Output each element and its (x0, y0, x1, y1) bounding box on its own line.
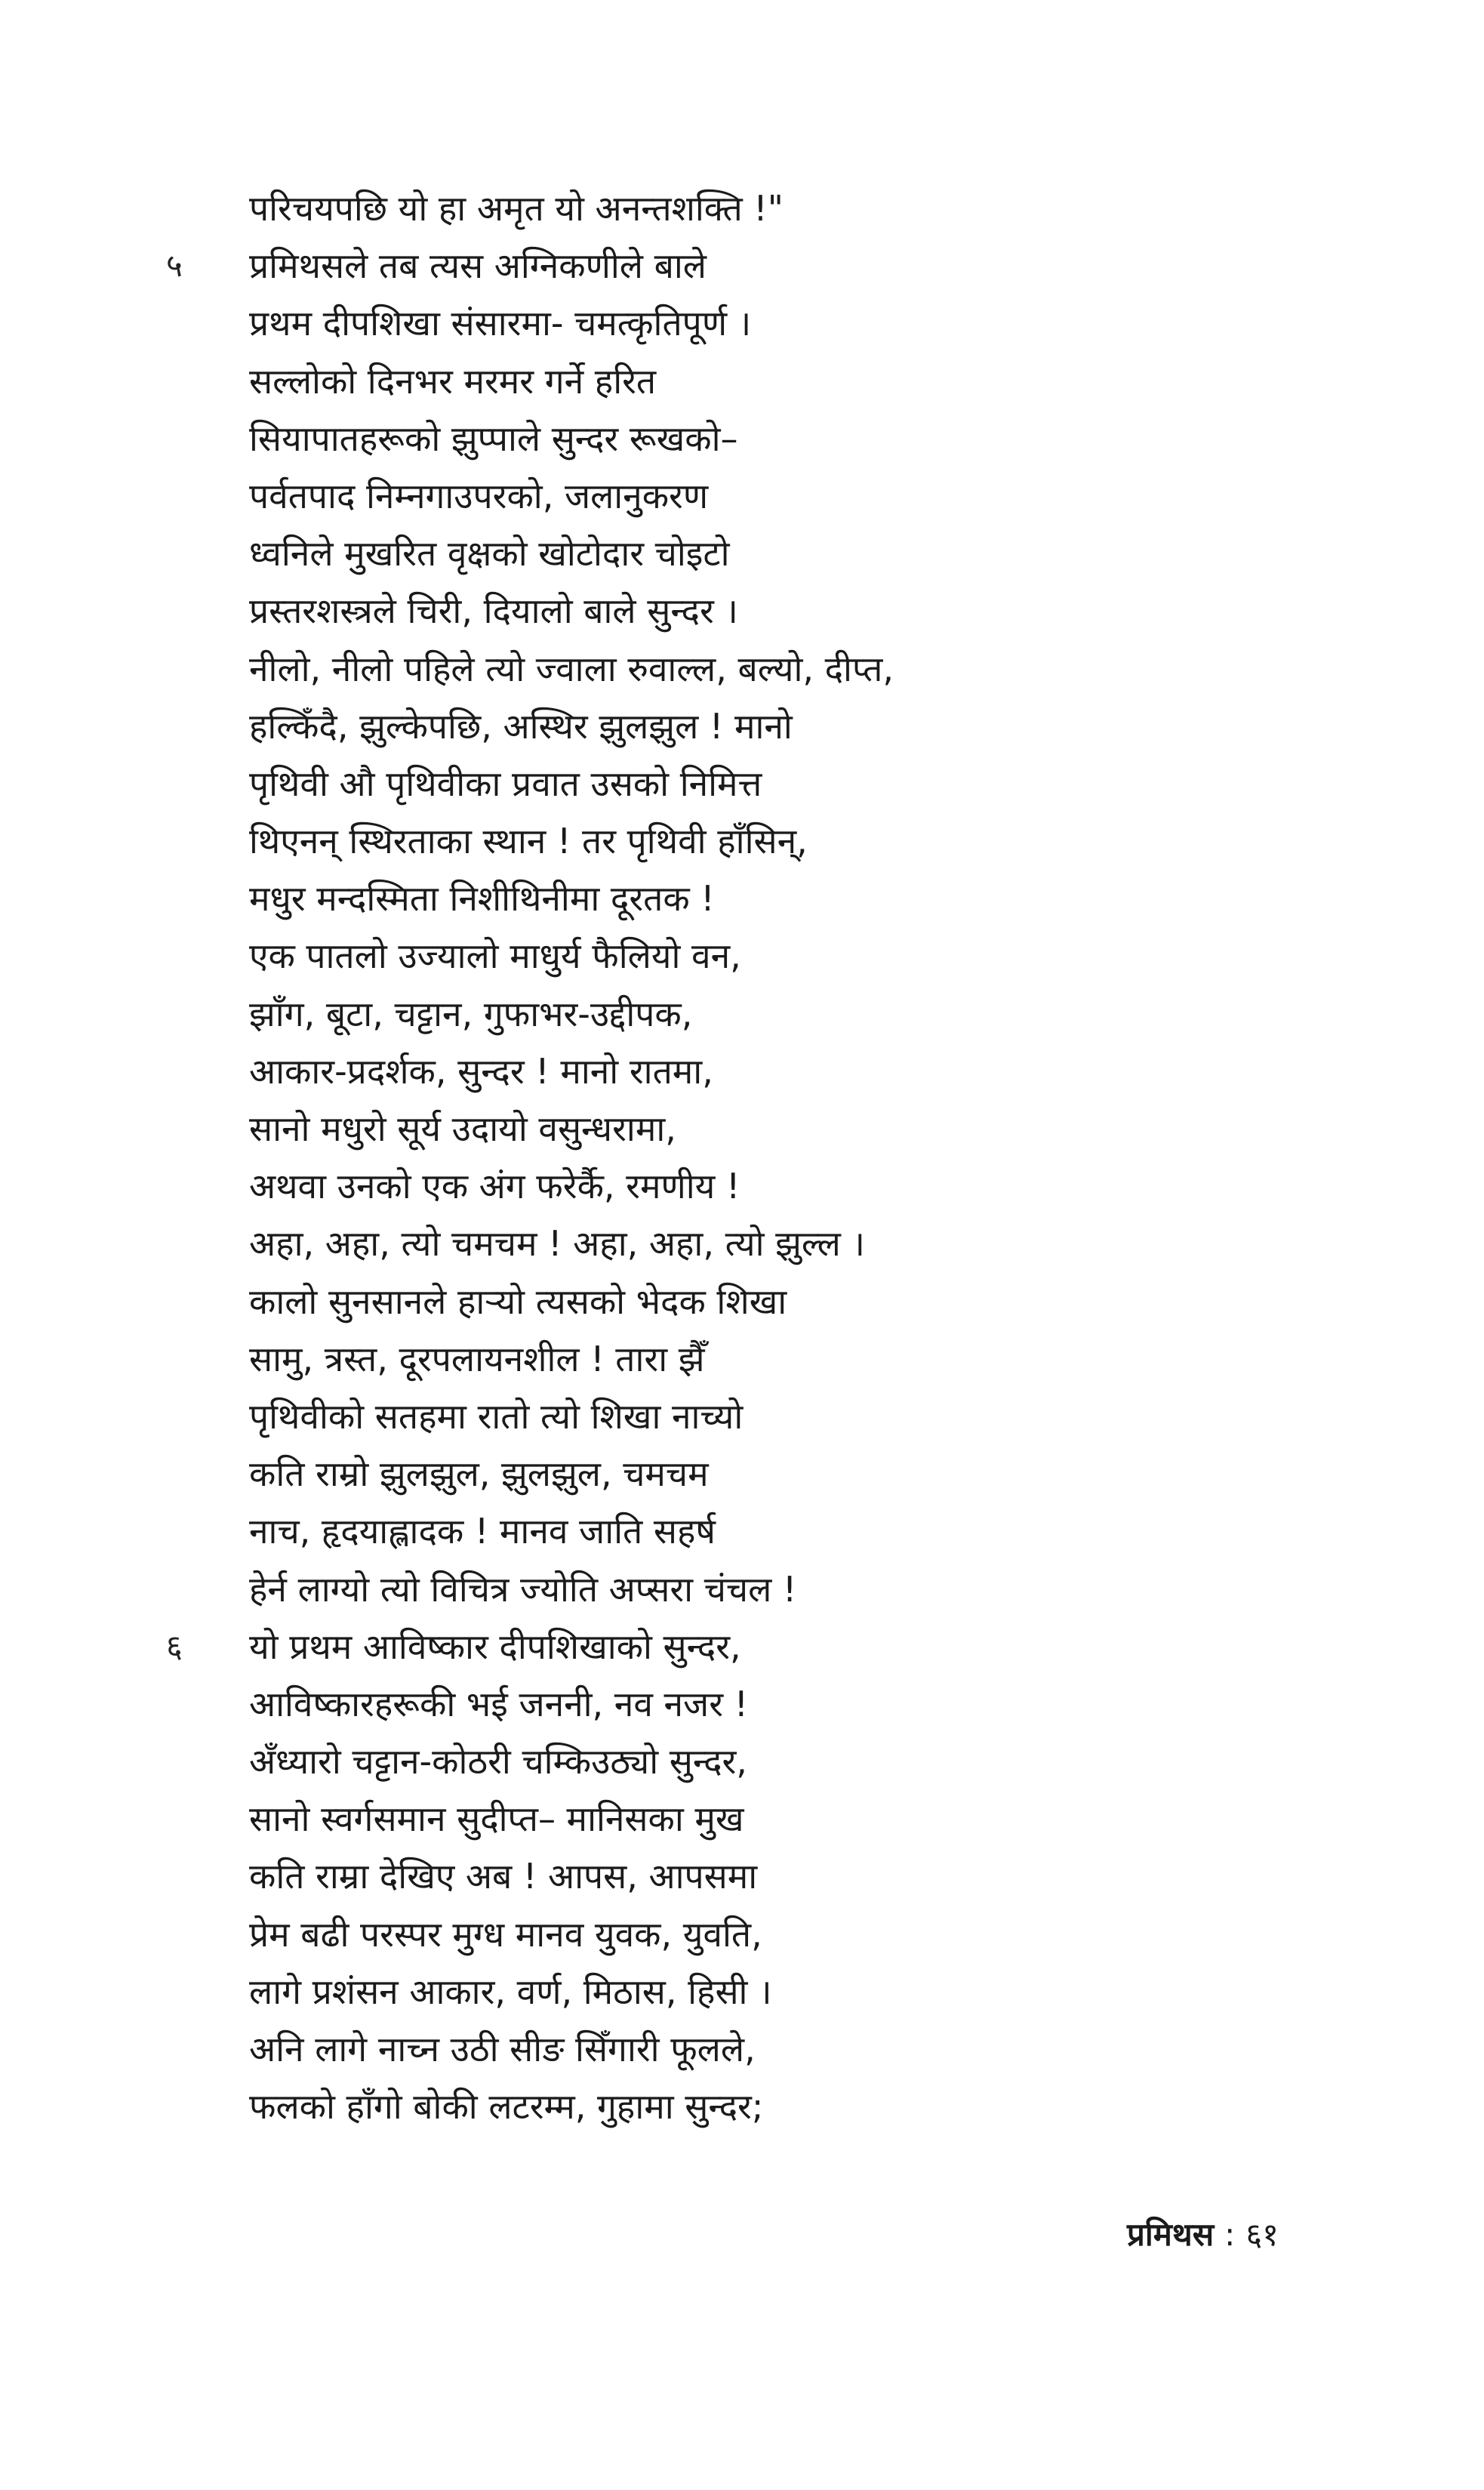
poem-line (249, 2078, 1230, 2135)
poem-line (249, 1906, 1230, 1963)
poem-line-text: प्रस्तरशस्त्रले चिरी, दियालो बाले सुन्दर । (249, 590, 738, 632)
poem-line (249, 294, 1230, 352)
poem-line (249, 525, 1230, 582)
page-footer (1127, 2212, 1279, 2255)
poem-line (249, 870, 1230, 927)
poem-line (249, 1561, 1230, 1618)
poem-line-text: थिएनन् स्थिरताका स्थान ! तर पृथिवी हाँसिन्, (249, 821, 808, 862)
poem-line (249, 1963, 1230, 2020)
poem-line-text: पर्वतपाद निम्नगाउपरको, जलानुकरण (249, 475, 709, 516)
poem-line-text: सियापातहरूको झुप्पाले सुन्दर रूखको– (249, 418, 738, 459)
poem-line (249, 353, 1230, 410)
poem-line-text: हल्किँदै, झुल्केपछि, अस्थिर झुलझुल ! मानो (249, 705, 793, 747)
poem-line-text: अहा, अहा, त्यो चमचम ! अहा, अहा, त्यो झुल्ल । (249, 1223, 865, 1265)
poem-line-text: कति राम्रो झुलझुल, झुलझुल, चमचम (249, 1453, 709, 1495)
poem-line-text: पृथिवीको सतहमा रातो त्यो शिखा नाच्यो (249, 1395, 744, 1437)
poem-line (166, 237, 1230, 294)
poem-line (249, 1330, 1230, 1388)
poem-line-text: नीलो, नीलो पहिले त्यो ज्वाला रुवाल्ल, बल्यो, दीप्त, (249, 648, 894, 689)
poem-line-text: प्रेम बढी परस्पर मुग्ध मानव युवक, युवति, (249, 1913, 762, 1955)
poem-line-text: फलको हाँगो बोकी लटरम्म, गुहामा सुन्दर; (249, 2086, 764, 2128)
poem-line (249, 927, 1230, 985)
footer-title: प्रमिथस (1127, 2216, 1215, 2253)
poem-line (249, 1445, 1230, 1502)
poem-line (249, 2020, 1230, 2078)
poem-line (249, 1215, 1230, 1272)
poem-line (249, 1100, 1230, 1157)
poem-line-text: कति राम्रा देखिए अब ! आपस, आपसमा (249, 1856, 758, 1897)
poem-line (249, 1273, 1230, 1330)
poem-line-text: प्रमिथसले तब त्यस अग्निकणीले बाले (249, 245, 707, 287)
poem-line (249, 1157, 1230, 1215)
poem-line-text: सल्लोको दिनभर मरमर गर्ने हरित (249, 360, 657, 402)
stanza-number: ५ (166, 247, 183, 285)
poem-line-text: हेर्न लाग्यो त्यो विचित्र ज्योति अप्सरा चंचल ! (249, 1568, 797, 1610)
poem-line (249, 467, 1230, 525)
poem-line (249, 410, 1230, 467)
poem-line (249, 1388, 1230, 1445)
page-number: ६१ (1245, 2216, 1279, 2253)
poem-line-text: ध्वनिले मुखरित वृक्षको खोटोदार चोइटो (249, 533, 730, 575)
poem-line (249, 698, 1230, 755)
stanza-number: ६ (166, 1627, 183, 1665)
poem-line (249, 1790, 1230, 1847)
poem-line-text: परिचयपछि यो हा अमृत यो अनन्तशक्ति !" (249, 188, 784, 229)
poem-line-text: प्रथम दीपशिखा संसारमा- चमत्कृतिपूर्ण । (249, 303, 752, 344)
poem-line-text: सामु, त्रस्त, दूरपलायनशील ! तारा झैँ (249, 1338, 705, 1379)
poem-line-text: लागे प्रशंसन आकार, वर्ण, मिठास, हिसी । (249, 1971, 772, 2012)
footer-separator: : (1224, 2216, 1236, 2253)
poem-line-text: झाँग, बूटा, चट्टान, गुफाभर-उद्दीपक, (249, 993, 693, 1034)
poem-line (249, 640, 1230, 698)
poem-line-text: यो प्रथम आविष्कार दीपशिखाको सुन्दर, (249, 1626, 741, 1667)
poem-line (249, 985, 1230, 1043)
poem-line (249, 1733, 1230, 1790)
poem-line (249, 1043, 1230, 1100)
poem-line (166, 1618, 1230, 1675)
poem-line (249, 1675, 1230, 1733)
poem-line (249, 1847, 1230, 1905)
poem-line-text: सानो स्वर्गसमान सुदीप्त– मानिसका मुख (249, 1798, 744, 1840)
poem-line-text: आविष्कारहरूकी भई जननी, नव नजर ! (249, 1683, 749, 1724)
poem-line-text: अँध्यारो चट्टान-कोठरी चम्किउठ्यो सुन्दर, (249, 1741, 747, 1783)
poem-line (249, 755, 1230, 812)
poem-line-text: मधुर मन्दस्मिता निशीथिनीमा दूरतक ! (249, 878, 715, 920)
poem-line (249, 812, 1230, 870)
poem-line-text: अनि लागे नाच्न उठी सीङ सिँगारी फूलले, (249, 2029, 756, 2069)
poem-line-text: आकार-प्रदर्शक, सुन्दर ! मानो रातमा, (249, 1050, 713, 1092)
poem-line (249, 1502, 1230, 1560)
poem-line-text: एक पातलो उज्यालो माधुर्य फैलियो वन, (249, 935, 741, 977)
poem-line-text: अथवा उनको एक अंग फरेर्कै, रमणीय ! (249, 1166, 740, 1207)
poem-text (166, 180, 1230, 2135)
poem-line-text: कालो सुनसानले हाऱ्यो त्यसको भेदक शिखा (249, 1280, 787, 1322)
poem-line (249, 582, 1230, 639)
poem-line (249, 180, 1230, 237)
poem-line-text: नाच, हृदयाह्लादक ! मानव जाति सहर्ष (249, 1511, 716, 1552)
poem-line-text: पृथिवी औ पृथिवीका प्रवात उसको निमित्त (249, 763, 762, 804)
poem-line-text: सानो मधुरो सूर्य उदायो वसुन्धरामा, (249, 1108, 676, 1149)
